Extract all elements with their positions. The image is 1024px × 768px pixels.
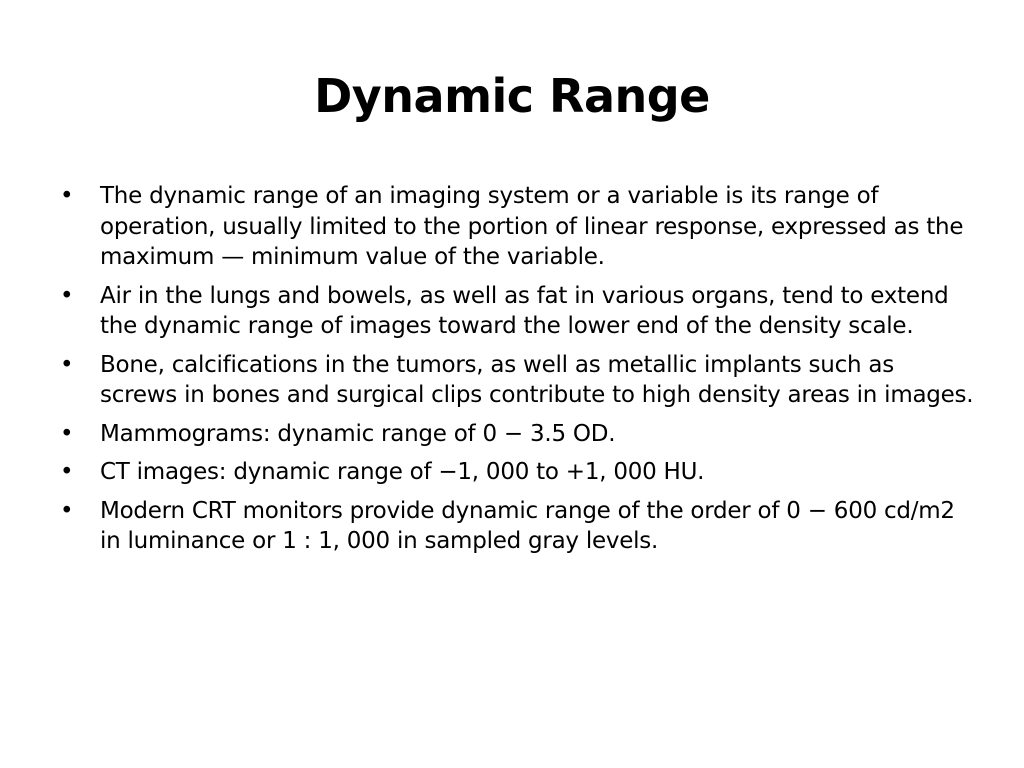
bullet-text: Mammograms: dynamic range of 0 − 3.5 OD. [100, 420, 616, 447]
bullet-icon: • [60, 183, 74, 209]
bullet-icon: • [60, 420, 74, 447]
bullet-text: The dynamic range of an imaging system or a variable is its range of operation, usually limited to the portion of linear response, expressed as the maximum — minimum value of the variable. [100, 183, 964, 270]
bullet-item-6 [58, 496, 978, 557]
bullet-text: Air in the lungs and bowels, as well as fat in various organs, tend to extend the dynamic range of images toward the lower end of the density scale. [100, 282, 949, 339]
bullet-item-5 [58, 457, 978, 488]
bullet-item-3 [58, 350, 978, 411]
slide-title: Dynamic Range [314, 69, 710, 123]
bullet-item-2 [58, 281, 978, 342]
bullet-icon: • [60, 459, 74, 485]
bullet-text: Modern CRT monitors provide dynamic range of the order of 0 − 600 cd/m2 in luminance or 1 : 1, 000 in sampled gray levels. [100, 497, 955, 554]
bullet-list [58, 181, 978, 565]
bullet-text: Bone, calcifications in the tumors, as well as metallic implants such as screws in bones and surgical clips contribute to high density areas in images. [100, 351, 974, 408]
bullet-item-1 [58, 181, 978, 273]
bullet-icon: • [60, 282, 74, 309]
bullet-item-4 [58, 419, 978, 450]
bullet-icon: • [60, 497, 74, 524]
bullet-text: CT images: dynamic range of −1, 000 to +1, 000 HU. [100, 459, 705, 485]
bullet-icon: • [60, 351, 74, 378]
